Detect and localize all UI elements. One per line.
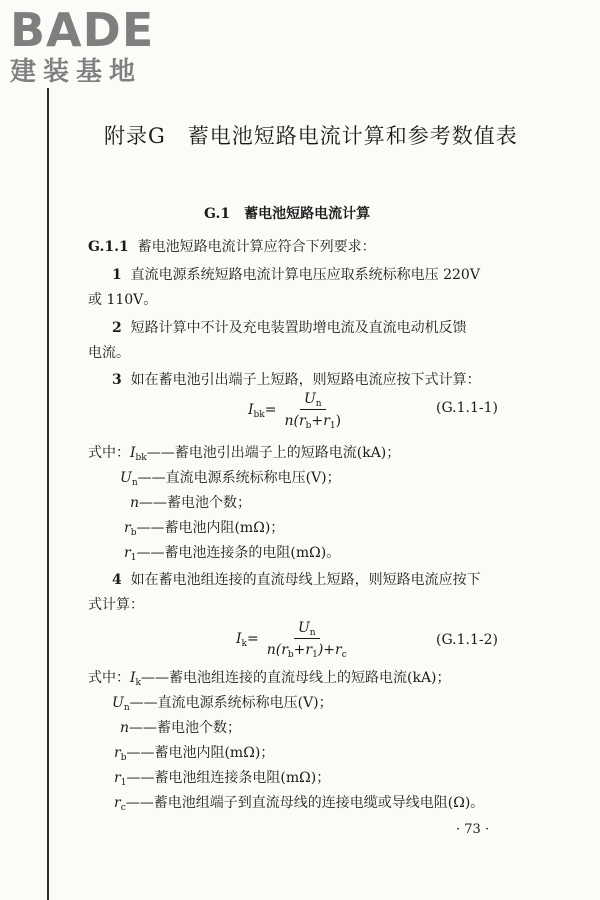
formula-lhs: $I_{bk}$	[248, 402, 265, 420]
formula-equals: =	[247, 631, 259, 647]
where-desc: ——蓄电池内阻(mΩ)；	[126, 745, 275, 761]
where-intro: 式中：	[88, 670, 130, 686]
logo-subtext: 建装基地	[10, 57, 143, 87]
where-desc: ——蓄电池组连接的直流母线上的短路电流(kA)；	[141, 670, 451, 686]
formula-fraction	[280, 390, 345, 430]
where-desc: ——蓄电池个数；	[129, 720, 242, 736]
item-number: 4	[112, 572, 122, 588]
where-desc: ——蓄电池个数；	[139, 495, 252, 511]
item-number: 2	[112, 320, 122, 336]
where-row: 式中：$I_{bk}——$蓄电池引出端子上的短路电流(kA)；	[88, 445, 401, 463]
binding-line	[47, 88, 49, 900]
formula-g111-1	[248, 390, 345, 430]
where-desc: ——蓄电池组连接条电阻(mΩ)；	[126, 770, 331, 786]
item-3-line1	[112, 370, 481, 390]
formula-fraction	[263, 619, 351, 659]
where-row: n——蓄电池个数；	[120, 720, 242, 736]
where-intro: 式中：	[88, 445, 130, 461]
where-row: $r_1——$蓄电池连接条的电阻(mΩ)。	[124, 545, 341, 563]
formula-lhs: $I_k$	[236, 631, 247, 649]
equation-label: (G.1.1-2)	[436, 632, 498, 648]
item-text: 短路计算中不计及充电装置助增电流及直流电动机反馈	[130, 320, 467, 336]
item-4-line1	[112, 570, 481, 590]
clause-text: 蓄电池短路电流计算应符合下列要求：	[137, 239, 376, 255]
section-title: G.1 蓄电池短路电流计算	[204, 206, 371, 222]
formula-denominator: $n(r_b+r_1)+r_c$	[266, 642, 347, 660]
logo-text: BADE	[10, 3, 155, 57]
page-number: · 73 ·	[456, 822, 490, 837]
formula-equals: =	[264, 402, 277, 418]
where-desc: ——蓄电池连接条的电阻(mΩ)。	[136, 545, 341, 561]
equation-label: (G.1.1-1)	[436, 400, 498, 416]
formula-denominator: $n(r_b+r_1)$	[284, 413, 342, 431]
item-1-line1	[112, 265, 480, 285]
where-row: $r_b——$蓄电池内阻(mΩ)；	[114, 745, 275, 763]
where-desc: ——蓄电池组端子到直流母线的连接电缆或导线电阻(Ω)。	[125, 795, 485, 811]
where-desc: ——直流电源系统标称电压(V)；	[137, 470, 341, 486]
formula-numerator: $U_n$	[294, 619, 320, 639]
item-number: 1	[112, 267, 122, 283]
item-1-line2: 或 110V。	[88, 292, 158, 308]
where-row: $U_n——$直流电源系统标称电压(V)；	[112, 695, 333, 713]
clause-number: G.1.1	[88, 239, 129, 255]
item-2-line2: 电流。	[88, 345, 130, 361]
item-number: 3	[112, 372, 122, 388]
where-row: $r_c——$蓄电池组端子到直流母线的连接电缆或导线电阻(Ω)。	[114, 795, 485, 813]
where-row: 式中：$I_k——$蓄电池组连接的直流母线上的短路电流(kA)；	[88, 670, 451, 688]
where-row: n——蓄电池个数；	[130, 495, 252, 511]
where-row: $r_b——$蓄电池内阻(mΩ)；	[124, 520, 285, 538]
item-text: 如在蓄电池引出端子上短路，则短路电流应按下式计算：	[130, 372, 481, 388]
where-desc: ——蓄电池引出端子上的短路电流(kA)；	[146, 445, 401, 461]
where-desc: ——直流电源系统标称电压(V)；	[129, 695, 333, 711]
formula-g111-2	[236, 619, 351, 659]
formula-numerator: $U_n$	[300, 390, 326, 410]
where-row: $r_1——$蓄电池组连接条电阻(mΩ)；	[114, 770, 331, 788]
item-2-line1	[112, 318, 467, 338]
appendix-title: 附录G 蓄电池短路电流计算和参考数值表	[104, 124, 518, 148]
where-desc: ——蓄电池内阻(mΩ)；	[136, 520, 285, 536]
item-text: 直流电源系统短路电流计算电压应取系统标称电压 220V	[130, 267, 480, 283]
where-row: $U_n——$直流电源系统标称电压(V)；	[120, 470, 341, 488]
item-4-line2: 式计算：	[88, 597, 144, 613]
logo	[10, 3, 155, 88]
clause-g111	[88, 237, 376, 257]
item-text: 如在蓄电池组连接的直流母线上短路，则短路电流应按下	[130, 572, 481, 588]
